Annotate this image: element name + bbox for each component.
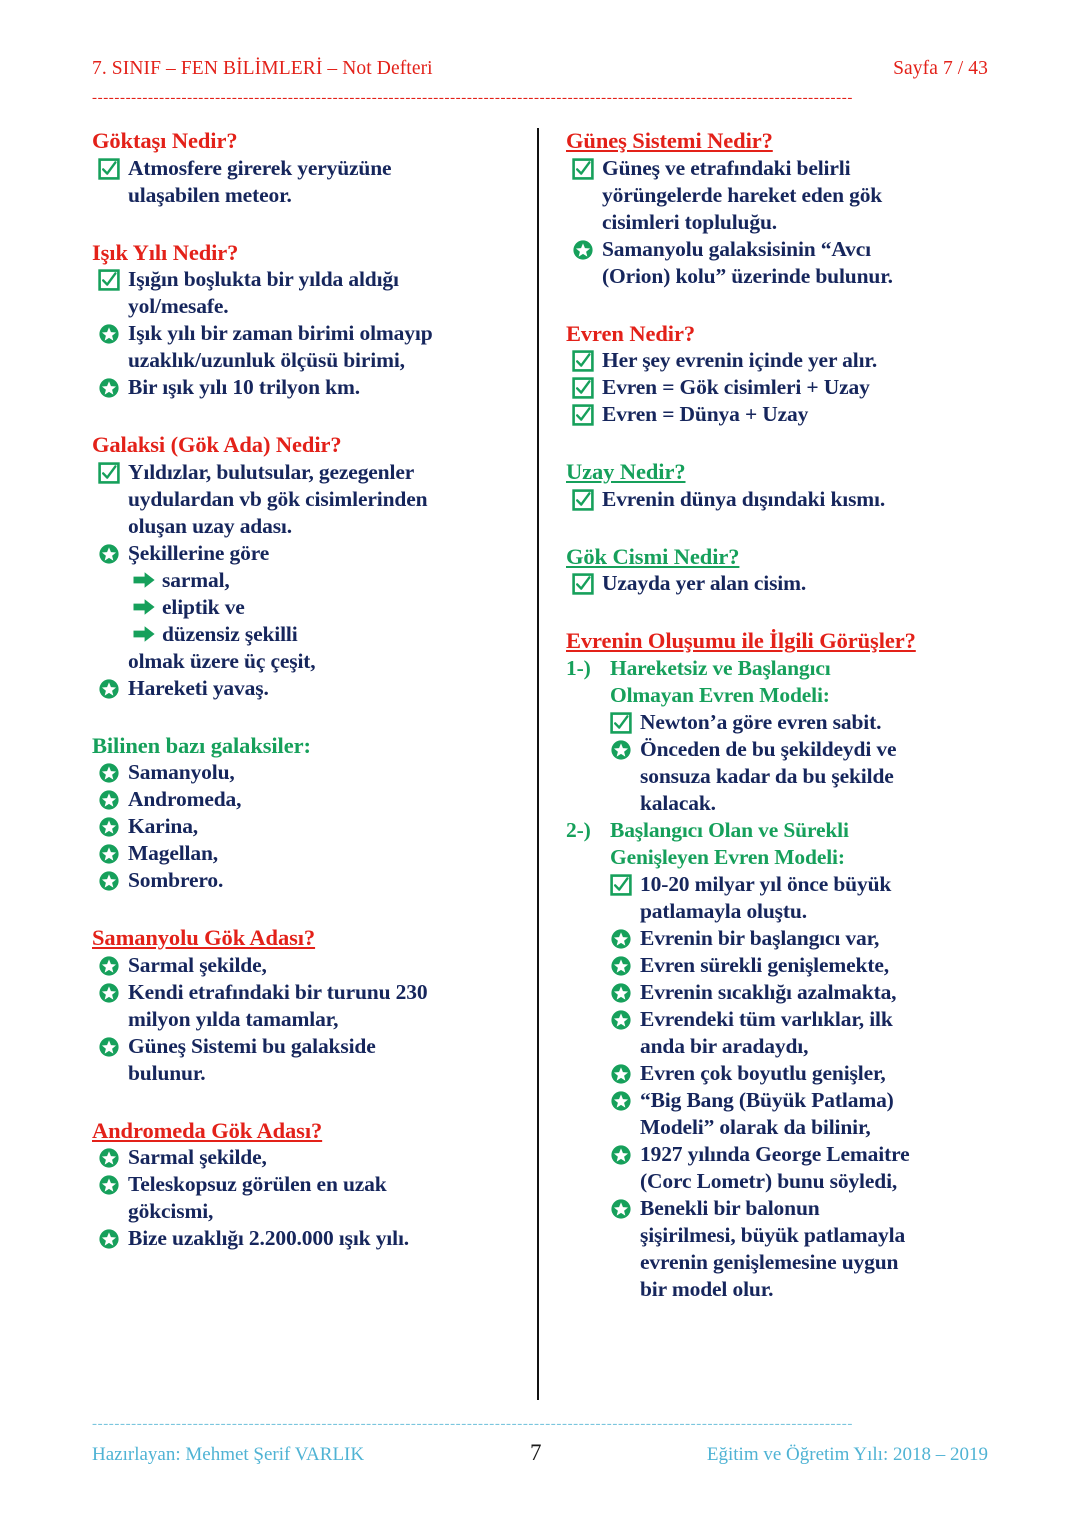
- list-item: [92, 979, 522, 1005]
- star-circle-icon: [98, 1033, 128, 1058]
- list-item: [566, 401, 990, 427]
- list-item-text: Kendi etrafındaki bir turunu 230: [128, 979, 428, 1004]
- list-item-text: patlamayla oluştu.: [640, 898, 807, 923]
- star-circle-icon: [610, 1087, 640, 1112]
- section-spacer: [566, 597, 990, 628]
- list-item-continuation: [566, 182, 990, 208]
- list-item-text: Benekli bir balonun: [640, 1195, 820, 1220]
- section-heading: Samanyolu Gök Adası?: [92, 925, 316, 951]
- list-item-continuation: [92, 347, 522, 373]
- section-list: [92, 759, 522, 893]
- list-item-text: Evrenin sıcaklığı azalmakta,: [640, 979, 897, 1004]
- list-item-text: Bize uzaklığı 2.200.000 ışık yılı.: [128, 1226, 409, 1251]
- star-circle-icon: [98, 867, 128, 892]
- section-heading: Andromeda Gök Adası?: [92, 1117, 323, 1143]
- list-item-text: sonsuza kadar da bu şekilde: [640, 763, 894, 788]
- list-item-text: 10-20 milyar yıl önce büyük: [640, 871, 892, 896]
- list-item-text: uzaklık/uzunluk ölçüsü birimi,: [128, 348, 405, 373]
- list-item-continuation: [92, 486, 522, 512]
- star-circle-icon: [610, 952, 640, 977]
- list-item: [92, 759, 522, 785]
- header-title: 7. SINIF – FEN BİLİMLERİ – Not Defteri: [92, 58, 433, 79]
- list-item-text: Atmosfere girerek yeryüzüne: [128, 155, 392, 180]
- star-circle-icon: [98, 979, 128, 1004]
- footer-divider-rule: ----------------------------------------------------------------------------------------------------------------------------------------: [92, 1418, 853, 1430]
- section-heading: Galaksi (Gök Ada) Nedir?: [92, 432, 342, 458]
- list-item: [92, 320, 522, 346]
- list-item-text: Newton’a göre evren sabit.: [640, 709, 882, 734]
- list-item: [566, 709, 990, 735]
- checkbox-icon: [98, 155, 128, 180]
- section-spacer: [566, 428, 990, 459]
- list-item-text: Evrendeki tüm varlıklar, ilk: [640, 1006, 893, 1031]
- star-circle-icon: [610, 1141, 640, 1166]
- list-item-continuation: [566, 263, 990, 289]
- section-heading: Uzay Nedir?: [566, 459, 686, 485]
- list-item-text: Karina,: [128, 814, 199, 839]
- list-item: [92, 621, 522, 647]
- list-item-text: Samanyolu galaksisinin “Avcı: [602, 236, 872, 261]
- star-circle-icon: [610, 925, 640, 950]
- list-item: [92, 952, 522, 978]
- list-item-continuation: [566, 1033, 990, 1059]
- list-item: [566, 736, 990, 762]
- list-item-continuation: [92, 513, 522, 539]
- section-heading: Evrenin Oluşumu ile İlgili Görüşler?: [566, 628, 916, 654]
- list-item: [566, 374, 990, 400]
- list-item-text: düzensiz şekilli: [162, 621, 298, 646]
- list-item-text: Evren sürekli genişlemekte,: [640, 952, 889, 977]
- star-circle-icon: [98, 759, 128, 784]
- section-heading: Bilinen bazı galaksiler:: [92, 732, 311, 758]
- star-circle-icon: [98, 374, 128, 399]
- list-item: [566, 952, 990, 978]
- checkbox-icon: [610, 709, 640, 734]
- model-title-text: Genişleyen Evren Modeli:: [610, 844, 845, 869]
- star-circle-icon: [610, 1006, 640, 1031]
- model-number: 1-): [566, 655, 591, 680]
- list-item: [92, 374, 522, 400]
- footer-academic-year: Eğitim ve Öğretim Yılı: 2018 – 2019: [706, 1444, 988, 1465]
- arrow-right-icon: [132, 567, 162, 590]
- section-spacer: [92, 702, 522, 733]
- list-item: [92, 1171, 522, 1197]
- list-item-text: anda bir aradaydı,: [640, 1033, 809, 1058]
- checkbox-icon: [572, 155, 602, 180]
- list-item: [566, 1060, 990, 1086]
- star-circle-icon: [98, 1171, 128, 1196]
- list-item: [566, 1087, 990, 1113]
- list-item-continuation: [566, 898, 990, 924]
- list-item-text: milyon yılda tamamlar,: [128, 1006, 339, 1031]
- list-item-text: Modeli” olarak da bilinir,: [640, 1114, 871, 1139]
- bullet-placeholder: [98, 648, 128, 651]
- footer-page-number: 7: [530, 1440, 542, 1465]
- list-item-text: Uzayda yer alan cisim.: [602, 571, 807, 596]
- numbered-model-title-continuation: [566, 682, 990, 708]
- star-circle-icon: [610, 736, 640, 761]
- list-item-text: Işık yılı bir zaman birimi olmayıp: [128, 321, 433, 346]
- arrow-right-icon: [132, 594, 162, 617]
- list-item: [566, 236, 990, 262]
- checkbox-icon: [98, 266, 128, 291]
- column-divider: [537, 128, 539, 1400]
- section-spacer: [566, 513, 990, 544]
- list-item-text: şişirilmesi, büyük patlamayla: [640, 1222, 906, 1247]
- star-circle-icon: [98, 840, 128, 865]
- checkbox-icon: [572, 570, 602, 595]
- section-list: [566, 155, 990, 289]
- list-item-text: ulaşabilen meteor.: [128, 182, 292, 207]
- list-item: [92, 840, 522, 866]
- section-spacer: [92, 401, 522, 432]
- section-list: [92, 459, 522, 701]
- header-divider-rule: ----------------------------------------------------------------------------------------------------------------------------------------: [92, 92, 853, 104]
- section-list: [92, 155, 522, 208]
- list-item-text: gökcismi,: [128, 1199, 214, 1224]
- arrow-right-icon: [132, 621, 162, 644]
- list-item: [92, 594, 522, 620]
- list-item-text: cisimleri topluluğu.: [602, 209, 777, 234]
- list-item-text: yol/mesafe.: [128, 294, 229, 319]
- section-list: [92, 952, 522, 1086]
- list-item-text: Magellan,: [128, 841, 219, 866]
- list-item-text: eliptik ve: [162, 594, 245, 619]
- list-item: [566, 347, 990, 373]
- model-title-text: Başlangıcı Olan ve Sürekli: [610, 817, 849, 842]
- section-heading: Gök Cismi Nedir?: [566, 543, 740, 569]
- list-item-continuation: [92, 1198, 522, 1224]
- list-item-text: Samanyolu,: [128, 760, 235, 785]
- list-item-continuation: [566, 1114, 990, 1140]
- right-column: [566, 128, 990, 1303]
- page-header: [92, 58, 988, 80]
- list-item-text: (Orion) kolu” üzerinde bulunur.: [602, 263, 893, 288]
- star-circle-icon: [98, 786, 128, 811]
- list-item-text: Işığın boşlukta bir yılda aldığı: [128, 267, 399, 292]
- model-number: 2-): [566, 817, 591, 842]
- list-item-continuation: [566, 790, 990, 816]
- list-item: [92, 459, 522, 485]
- list-item-text: Güneş Sistemi bu galakside: [128, 1033, 376, 1058]
- list-item-text: sarmal,: [162, 567, 230, 592]
- section-list: [566, 570, 990, 596]
- list-item-text: bulunur.: [128, 1060, 206, 1085]
- two-column-body: [0, 128, 1080, 1408]
- list-item-continuation: [92, 293, 522, 319]
- list-item-text: oluşan uzay adası.: [128, 513, 292, 538]
- list-item-text: Şekillerine göre: [128, 540, 270, 565]
- list-item-text: Teleskopsuz görülen en uzak: [128, 1172, 387, 1197]
- list-item-text: uydulardan vb gök cisimlerinden: [128, 486, 428, 511]
- list-item-text: evrenin genişlemesine uygun: [640, 1249, 899, 1274]
- numbered-model-title: [566, 817, 990, 843]
- section-spacer: [92, 894, 522, 925]
- page-footer: [92, 1440, 988, 1470]
- list-item-text: Yıldızlar, bulutsular, gezegenler: [128, 459, 415, 484]
- list-item: [566, 1006, 990, 1032]
- list-item: [566, 1141, 990, 1167]
- section-heading: Evren Nedir?: [566, 320, 695, 346]
- checkbox-icon: [572, 401, 602, 426]
- star-circle-icon: [98, 540, 128, 565]
- section-heading: Güneş Sistemi Nedir?: [566, 128, 773, 153]
- list-item-continuation: [92, 1060, 522, 1086]
- list-item: [92, 786, 522, 812]
- list-item-text: “Big Bang (Büyük Patlama): [640, 1087, 894, 1112]
- list-item-text: yörüngelerde hareket eden gök: [602, 182, 883, 207]
- section-heading: Işık Yılı Nedir?: [92, 239, 239, 265]
- numbered-model-title-continuation: [566, 844, 990, 870]
- list-item-continuation: [566, 1276, 990, 1302]
- list-item-text: Andromeda,: [128, 787, 242, 812]
- list-item: [566, 1195, 990, 1221]
- footer-prepared-by: Hazırlayan: Mehmet Şerif VARLIK: [92, 1444, 365, 1465]
- header-page-label: Sayfa 7 / 43: [893, 58, 988, 79]
- list-item-text: olmak üzere üç çeşit,: [128, 648, 316, 673]
- list-item-text: Sombrero.: [128, 868, 224, 893]
- list-item: [92, 1225, 522, 1251]
- star-circle-icon: [98, 1144, 128, 1169]
- section-list: [92, 266, 522, 400]
- list-item-text: Sarmal şekilde,: [128, 1145, 267, 1170]
- section-list: [566, 486, 990, 512]
- list-item: [566, 871, 990, 897]
- list-item: [566, 570, 990, 596]
- star-circle-icon: [98, 952, 128, 977]
- list-item-text: Evrenin dünya dışındaki kısmı.: [602, 486, 886, 511]
- star-circle-icon: [572, 236, 602, 261]
- list-item: [92, 1144, 522, 1170]
- list-item: [92, 266, 522, 292]
- list-item-text: Güneş ve etrafındaki belirli: [602, 155, 851, 180]
- section-list: [92, 1144, 522, 1251]
- star-circle-icon: [610, 979, 640, 1004]
- list-item-text: Bir ışık yılı 10 trilyon km.: [128, 375, 360, 400]
- checkbox-icon: [610, 871, 640, 896]
- list-item-text: Evren çok boyutlu genişler,: [640, 1060, 886, 1085]
- checkbox-icon: [572, 374, 602, 399]
- section-spacer: [92, 1087, 522, 1118]
- list-item-continuation: [566, 1222, 990, 1248]
- list-item-continuation: [566, 209, 990, 235]
- list-item: [92, 540, 522, 566]
- list-item: [566, 979, 990, 1005]
- list-item-text: (Corc Lometr) bunu söyledi,: [640, 1168, 898, 1193]
- list-item: [92, 1033, 522, 1059]
- list-item: [92, 813, 522, 839]
- list-item-continuation: [92, 182, 522, 208]
- list-item-text: Evren = Gök cisimleri + Uzay: [602, 375, 870, 400]
- list-item-text: Önceden de bu şekildeydi ve: [640, 736, 897, 761]
- section-list: [566, 347, 990, 427]
- list-item: [92, 155, 522, 181]
- star-circle-icon: [610, 1060, 640, 1085]
- list-item-text: 1927 yılında George Lemaitre: [640, 1141, 910, 1166]
- star-circle-icon: [98, 813, 128, 838]
- model-title-text: Hareketsiz ve Başlangıcı: [610, 655, 831, 680]
- section-spacer: [566, 290, 990, 321]
- list-item: [566, 155, 990, 181]
- checkbox-icon: [572, 347, 602, 372]
- section-spacer: [92, 209, 522, 240]
- model-title-text: Olmayan Evren Modeli:: [610, 682, 830, 707]
- section-list: [566, 655, 990, 1302]
- star-circle-icon: [98, 675, 128, 700]
- list-item-text: Evren = Dünya + Uzay: [602, 402, 809, 427]
- list-item-text: Sarmal şekilde,: [128, 952, 267, 977]
- list-item: [566, 925, 990, 951]
- left-column: [92, 128, 522, 1252]
- list-item-text: Evrenin bir başlangıcı var,: [640, 925, 880, 950]
- checkbox-icon: [98, 459, 128, 484]
- list-item: [92, 867, 522, 893]
- list-item-text: kalacak.: [640, 790, 716, 815]
- list-item-text: Hareketi yavaş.: [128, 675, 269, 700]
- checkbox-icon: [572, 486, 602, 511]
- list-item-text: Her şey evrenin içinde yer alır.: [602, 348, 878, 373]
- star-circle-icon: [98, 320, 128, 345]
- list-item: [92, 675, 522, 701]
- list-item: [92, 648, 522, 674]
- star-circle-icon: [610, 1195, 640, 1220]
- list-item: [92, 567, 522, 593]
- section-heading: Göktaşı Nedir?: [92, 128, 238, 153]
- list-item-continuation: [92, 1006, 522, 1032]
- list-item: [566, 486, 990, 512]
- list-item-continuation: [566, 1249, 990, 1275]
- list-item-continuation: [566, 1168, 990, 1194]
- list-item-text: bir model olur.: [640, 1276, 774, 1301]
- list-item-continuation: [566, 763, 990, 789]
- numbered-model-title: [566, 655, 990, 681]
- star-circle-icon: [98, 1225, 128, 1250]
